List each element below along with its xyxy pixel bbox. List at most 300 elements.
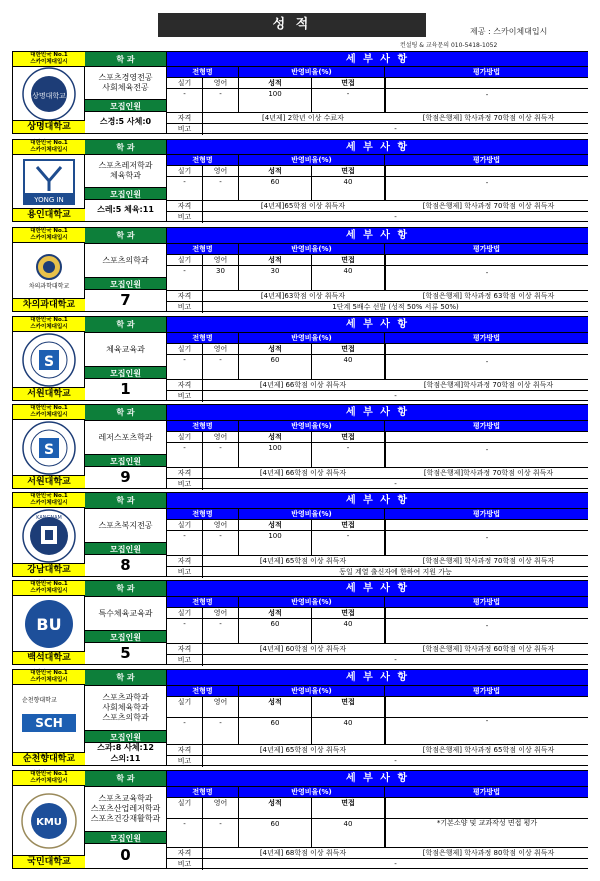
svg-text:순천향대학교: 순천향대학교 <box>22 696 57 704</box>
dept-header: 학 과 <box>85 140 166 155</box>
university-info <box>13 317 85 400</box>
type-header: 전형명 <box>167 67 239 77</box>
svg-text:KMU: KMU <box>36 816 62 828</box>
detail-section <box>167 140 588 221</box>
page-title: 성 적 <box>158 13 426 37</box>
dept-header: 학 과 <box>85 405 166 421</box>
detail-section <box>167 670 588 765</box>
provider-text: 제공 : 스카이체대입시 <box>470 27 548 36</box>
value-english: - <box>203 819 239 847</box>
svg-text:차의과학대학교: 차의과학대학교 <box>28 282 70 290</box>
ratio-header: 반영비율(%) <box>239 244 385 254</box>
value-practical: - <box>167 443 203 467</box>
brand-badge: 대한민국 No.1 스카이체대입시 <box>13 771 85 786</box>
qual-4year: [4년제] 65학점 이상 취득자 <box>259 557 347 565</box>
dept-names: 스포츠레저학과 체육학과 <box>98 161 153 180</box>
dept-names: 특수체육교육과 <box>98 608 153 618</box>
group-header-row <box>167 333 588 344</box>
ratio-header: 반영비율(%) <box>239 67 385 77</box>
qualification-row <box>167 201 588 212</box>
eval-header: 평가방법 <box>385 333 588 343</box>
recruit-count: 스경:5 사체:0 <box>99 117 152 126</box>
value-interview: 40 <box>312 266 385 290</box>
value-english: - <box>203 619 239 643</box>
university-info <box>13 228 85 311</box>
note-label: 비고 <box>167 302 203 313</box>
note-row <box>167 212 588 223</box>
eval-method: - <box>385 432 588 468</box>
brand-badge: 대한민국 No.1 스카이체대입시 <box>13 228 85 243</box>
svg-text:SCH: SCH <box>35 715 63 730</box>
sub-interview: 면접 <box>312 255 385 265</box>
value-interview: - <box>312 89 385 112</box>
recruit-header: 모집인원 <box>85 366 166 379</box>
eval-method: - <box>385 608 588 644</box>
eval-header: 평가방법 <box>385 509 588 519</box>
university-logo <box>13 67 85 120</box>
note-row <box>167 479 588 490</box>
qualification-row <box>167 644 588 655</box>
eval-method: - <box>385 166 588 201</box>
sub-practical: 실기 <box>167 520 203 530</box>
sub-practical: 실기 <box>167 697 203 717</box>
sub-practical: 실기 <box>167 344 203 354</box>
recruit-header: 모집인원 <box>85 630 166 643</box>
value-grade: 60 <box>239 718 312 744</box>
value-grade: 60 <box>239 355 312 379</box>
department-info <box>85 52 167 133</box>
sub-interview: 면접 <box>312 78 385 88</box>
qual-4year: [4년제]63학점 이상 취득자 <box>260 292 346 300</box>
sub-practical: 실기 <box>167 255 203 265</box>
type-header: 전형명 <box>167 686 239 696</box>
sub-english: 영어 <box>203 78 239 88</box>
department-info <box>85 771 167 868</box>
sub-english: 영어 <box>203 344 239 354</box>
qual-4year: [4년제] 65학점 이상 취득자 <box>259 746 347 754</box>
qual-4year: [4년제]65학점 이상 취득자 <box>260 202 346 210</box>
group-header-row <box>167 155 588 166</box>
recruit-header: 모집인원 <box>85 277 166 290</box>
university-block <box>12 404 588 489</box>
value-grade: 60 <box>239 819 312 847</box>
dept-header: 학 과 <box>85 493 166 509</box>
eval-header: 평가방법 <box>385 244 588 254</box>
dept-names: 스포츠경영전공 사회체육전공 <box>98 73 153 92</box>
qual-label: 자격 <box>167 468 203 478</box>
detail-header: 세 부 사 항 <box>167 581 588 597</box>
dept-header: 학 과 <box>85 670 166 686</box>
ratio-header: 반영비율(%) <box>239 333 385 343</box>
recruit-count: 9 <box>120 467 131 486</box>
department-info <box>85 493 167 576</box>
recruit-count: 7 <box>120 290 131 309</box>
note-text: - <box>394 125 397 133</box>
university-logo <box>13 420 85 475</box>
university-name: 용인대학교 <box>13 208 85 221</box>
value-practical: - <box>167 718 203 744</box>
note-row <box>167 859 588 870</box>
group-header-row <box>167 597 588 608</box>
type-header: 전형명 <box>167 333 239 343</box>
value-grade: 100 <box>239 443 312 467</box>
university-block <box>12 492 588 577</box>
ratio-header: 반영비율(%) <box>239 509 385 519</box>
dept-names: 체육교육과 <box>106 344 145 354</box>
note-label: 비고 <box>167 756 203 767</box>
contact-text: 컨설팅 & 교육문의 010-5418-1052 <box>400 42 498 49</box>
recruit-header: 모집인원 <box>85 542 166 555</box>
sub-english: 영어 <box>203 255 239 265</box>
qual-4year: [4년제] 66학점 이상 취득자 <box>259 469 347 477</box>
group-header-row <box>167 244 588 255</box>
dept-header: 학 과 <box>85 52 166 67</box>
qualification-row <box>167 291 588 302</box>
eval-header: 평가방법 <box>385 421 588 431</box>
dept-names: 스포츠교육학과 스포츠산업레저학과 스포츠건강재활학과 <box>90 794 161 823</box>
sub-english: 영어 <box>203 798 239 818</box>
note-text: - <box>394 480 397 488</box>
value-english: - <box>203 177 239 200</box>
value-english: - <box>203 89 239 112</box>
ratio-header: 반영비율(%) <box>239 421 385 431</box>
value-practical: - <box>167 531 203 555</box>
value-interview: 40 <box>312 355 385 379</box>
sub-grade: 성적 <box>239 166 312 176</box>
university-name: 상명대학교 <box>13 120 85 133</box>
dept-header: 학 과 <box>85 317 166 333</box>
svg-text:YONG IN: YONG IN <box>34 195 64 204</box>
recruit-count: 5 <box>120 643 131 662</box>
sub-grade: 성적 <box>239 432 312 442</box>
qual-4year: [4년제] 60학점 이상 취득자 <box>259 645 347 653</box>
sub-grade: 성적 <box>239 255 312 265</box>
note-text: 동일 계열 출신자에 한하여 지원 가능 <box>339 568 452 576</box>
sub-english: 영어 <box>203 608 239 618</box>
qual-4year: [4년제] 66학점 이상 취득자 <box>259 381 347 389</box>
group-header-row <box>167 67 588 78</box>
dept-names: 스포츠의학과 <box>102 255 149 265</box>
eval-header: 평가방법 <box>385 686 588 696</box>
svg-text:상명대학교: 상명대학교 <box>32 91 66 100</box>
qual-label: 자격 <box>167 848 203 858</box>
detail-section <box>167 228 588 311</box>
sub-grade: 성적 <box>239 520 312 530</box>
department-info <box>85 317 167 400</box>
type-header: 전형명 <box>167 509 239 519</box>
brand-badge: 대한민국 No.1 스카이체대입시 <box>13 581 85 596</box>
note-row <box>167 756 588 767</box>
university-block <box>12 51 588 134</box>
note-label: 비고 <box>167 479 203 490</box>
value-practical: - <box>167 266 203 290</box>
recruit-count: 0 <box>120 846 131 864</box>
university-block <box>12 316 588 401</box>
svg-text:S: S <box>43 441 55 458</box>
university-block <box>12 580 588 665</box>
university-info <box>13 405 85 488</box>
note-label: 비고 <box>167 655 203 666</box>
university-name: 백석대학교 <box>13 651 85 664</box>
sub-english: 영어 <box>203 520 239 530</box>
qualification-row <box>167 468 588 479</box>
eval-header: 평가방법 <box>385 67 588 77</box>
recruit-header: 모집인원 <box>85 187 166 200</box>
qual-credit-bank: [학점은행제] 학사과정 65학점 이상 취득자 <box>422 746 555 754</box>
university-name: 순천향대학교 <box>13 752 85 765</box>
university-info <box>13 140 85 221</box>
qualification-row <box>167 556 588 567</box>
note-text: 1단계 5배수 선발 (성적 50% 서류 50%) <box>332 303 459 311</box>
sub-grade: 성적 <box>239 798 312 818</box>
note-text: - <box>394 392 397 400</box>
sub-interview: 면접 <box>312 520 385 530</box>
qual-label: 자격 <box>167 745 203 755</box>
brand-badge: 대한민국 No.1 스카이체대입시 <box>13 493 85 508</box>
sub-grade: 성적 <box>239 344 312 354</box>
department-info <box>85 140 167 221</box>
qual-label: 자격 <box>167 291 203 301</box>
university-info <box>13 581 85 664</box>
value-grade: 100 <box>239 531 312 555</box>
note-row <box>167 124 588 135</box>
university-block <box>12 227 588 312</box>
qual-4year: [4년제] 2학년 이상 수료자 <box>262 114 344 122</box>
group-header-row <box>167 421 588 432</box>
value-grade: 30 <box>239 266 312 290</box>
qualification-row <box>167 113 588 124</box>
university-name: 차의과대학교 <box>13 298 85 311</box>
university-info <box>13 771 85 868</box>
detail-section <box>167 405 588 488</box>
recruit-header: 모집인원 <box>85 730 166 743</box>
detail-section <box>167 771 588 868</box>
note-label: 비고 <box>167 567 203 578</box>
value-practical: - <box>167 619 203 643</box>
qual-credit-bank: [학점은행제] 학사과정 70학점 이상 취득자 <box>422 114 555 122</box>
sub-practical: 실기 <box>167 432 203 442</box>
qual-credit-bank: [학점은행제] 학사과정 70학점 이상 취득자 <box>422 202 555 210</box>
recruit-count: 스레:5 체육:11 <box>97 205 154 214</box>
note-label: 비고 <box>167 124 203 135</box>
type-header: 전형명 <box>167 421 239 431</box>
dept-header: 학 과 <box>85 581 166 597</box>
university-name: 국민대학교 <box>13 855 85 868</box>
university-block <box>12 669 588 766</box>
type-header: 전형명 <box>167 244 239 254</box>
university-name: 서원대학교 <box>13 475 85 488</box>
note-label: 비고 <box>167 212 203 223</box>
qualification-row <box>167 380 588 391</box>
university-logo <box>13 243 85 298</box>
detail-header: 세 부 사 항 <box>167 228 588 244</box>
detail-header: 세 부 사 항 <box>167 405 588 421</box>
university-name: 강남대학교 <box>13 563 85 576</box>
dept-names: 스포츠복지전공 <box>98 520 153 530</box>
eval-method: *기본소양 및 교과작성 면접 평가 <box>385 798 588 848</box>
university-block <box>12 139 588 222</box>
detail-header: 세 부 사 항 <box>167 52 588 67</box>
qual-label: 자격 <box>167 644 203 654</box>
note-label: 비고 <box>167 859 203 870</box>
detail-header: 세 부 사 항 <box>167 317 588 333</box>
type-header: 전형명 <box>167 787 239 797</box>
note-row <box>167 391 588 402</box>
value-english: 30 <box>203 266 239 290</box>
detail-header: 세 부 사 항 <box>167 493 588 509</box>
dept-names: 레저스포츠학과 <box>98 432 153 442</box>
qual-credit-bank: [학점은행제] 학사과정 63학점 이상 취득자 <box>422 292 555 300</box>
detail-header: 세 부 사 항 <box>167 670 588 686</box>
eval-header: 평가방법 <box>385 787 588 797</box>
note-text: - <box>394 213 397 221</box>
university-block <box>12 770 588 869</box>
type-header: 전형명 <box>167 597 239 607</box>
eval-method: - <box>385 255 588 291</box>
group-header-row <box>167 686 588 697</box>
qual-credit-bank: [학점은행제] 학사과정 60학점 이상 취득자 <box>422 645 555 653</box>
qualification-row <box>167 745 588 756</box>
value-grade: 100 <box>239 89 312 112</box>
dept-header: 학 과 <box>85 228 166 244</box>
sub-interview: 면접 <box>312 166 385 176</box>
qual-credit-bank: [학점은행제]학사과정 70학점 이상 취득자 <box>423 469 554 477</box>
value-practical: - <box>167 355 203 379</box>
value-interview: 40 <box>312 819 385 847</box>
ratio-header: 반영비율(%) <box>239 155 385 165</box>
value-english: - <box>203 718 239 744</box>
value-interview: - <box>312 531 385 555</box>
detail-section <box>167 317 588 400</box>
sub-practical: 실기 <box>167 166 203 176</box>
eval-method: - <box>385 344 588 380</box>
svg-text:BU: BU <box>36 614 62 634</box>
ratio-header: 반영비율(%) <box>239 787 385 797</box>
note-text: - <box>394 656 397 664</box>
qual-label: 자격 <box>167 201 203 211</box>
value-grade: 60 <box>239 619 312 643</box>
sub-interview: 면접 <box>312 697 385 717</box>
detail-section <box>167 493 588 576</box>
ratio-header: 반영비율(%) <box>239 686 385 696</box>
dept-header: 학 과 <box>85 771 166 787</box>
value-grade: 60 <box>239 177 312 200</box>
recruit-header: 모집인원 <box>85 99 166 112</box>
brand-badge: 대한민국 No.1 스카이체대입시 <box>13 52 85 67</box>
university-logo <box>13 786 85 855</box>
svg-text:KANGNAM: KANGNAM <box>36 514 62 521</box>
eval-method: - <box>385 520 588 556</box>
university-info <box>13 493 85 576</box>
sub-english: 영어 <box>203 166 239 176</box>
recruit-header: 모집인원 <box>85 831 166 844</box>
note-row <box>167 655 588 666</box>
ratio-header: 반영비율(%) <box>239 597 385 607</box>
qual-credit-bank: [학점은행제] 학사과정 80학점 이상 취득자 <box>422 849 555 857</box>
detail-header: 세 부 사 항 <box>167 771 588 787</box>
recruit-count: 1 <box>120 379 131 398</box>
brand-badge: 대한민국 No.1 스카이체대입시 <box>13 670 85 685</box>
note-text: - <box>394 757 397 765</box>
university-logo <box>13 508 85 563</box>
sub-interview: 면접 <box>312 432 385 442</box>
sub-english: 영어 <box>203 697 239 717</box>
note-text: - <box>394 860 397 868</box>
detail-section <box>167 581 588 664</box>
value-interview: 40 <box>312 177 385 200</box>
sub-grade: 성적 <box>239 78 312 88</box>
value-english: - <box>203 531 239 555</box>
eval-header: 평가방법 <box>385 597 588 607</box>
value-practical: - <box>167 819 203 847</box>
sub-interview: 면접 <box>312 798 385 818</box>
value-interview: - <box>312 443 385 467</box>
group-header-row <box>167 509 588 520</box>
detail-section <box>167 52 588 133</box>
recruit-count: 8 <box>120 555 131 574</box>
qual-label: 자격 <box>167 113 203 123</box>
university-logo <box>13 596 85 651</box>
qual-label: 자격 <box>167 380 203 390</box>
dept-names: 스포츠과학과 사회체육학과 스포츠의학과 <box>102 693 149 722</box>
university-info <box>13 670 85 765</box>
value-english: - <box>203 443 239 467</box>
brand-badge: 대한민국 No.1 스카이체대입시 <box>13 405 85 420</box>
recruit-count: 스과:8 사체:12 스의:11 <box>97 743 154 763</box>
department-info <box>85 405 167 488</box>
note-row <box>167 302 588 313</box>
value-english: - <box>203 355 239 379</box>
university-name: 서원대학교 <box>13 387 85 400</box>
sub-practical: 실기 <box>167 608 203 618</box>
value-interview: 40 <box>312 619 385 643</box>
sub-practical: 실기 <box>167 78 203 88</box>
eval-header: 평가방법 <box>385 155 588 165</box>
eval-method: - <box>385 697 588 745</box>
department-info <box>85 670 167 765</box>
sub-interview: 면접 <box>312 344 385 354</box>
sub-english: 영어 <box>203 432 239 442</box>
sub-practical: 실기 <box>167 798 203 818</box>
qual-4year: [4년제] 68학점 이상 취득자 <box>259 849 347 857</box>
group-header-row <box>167 787 588 798</box>
note-label: 비고 <box>167 391 203 402</box>
sub-grade: 성적 <box>239 697 312 717</box>
sub-grade: 성적 <box>239 608 312 618</box>
sub-interview: 면접 <box>312 608 385 618</box>
university-logo <box>13 155 85 208</box>
qual-credit-bank: [학점은행제] 학사과정 70학점 이상 취득자 <box>422 557 555 565</box>
qual-label: 자격 <box>167 556 203 566</box>
svg-text:S: S <box>43 353 55 370</box>
detail-header: 세 부 사 항 <box>167 140 588 155</box>
brand-badge: 대한민국 No.1 스카이체대입시 <box>13 317 85 332</box>
department-info <box>85 581 167 664</box>
type-header: 전형명 <box>167 155 239 165</box>
qual-credit-bank: [학점은행제]학사과정 70학점 이상 취득자 <box>423 381 554 389</box>
university-info <box>13 52 85 133</box>
brand-badge: 대한민국 No.1 스카이체대입시 <box>13 140 85 155</box>
department-info <box>85 228 167 311</box>
recruit-header: 모집인원 <box>85 454 166 467</box>
eval-method: - <box>385 78 588 113</box>
value-practical: - <box>167 89 203 112</box>
note-row <box>167 567 588 578</box>
university-logo <box>13 685 85 752</box>
value-interview: 40 <box>312 718 385 744</box>
qualification-row <box>167 848 588 859</box>
value-practical: - <box>167 177 203 200</box>
